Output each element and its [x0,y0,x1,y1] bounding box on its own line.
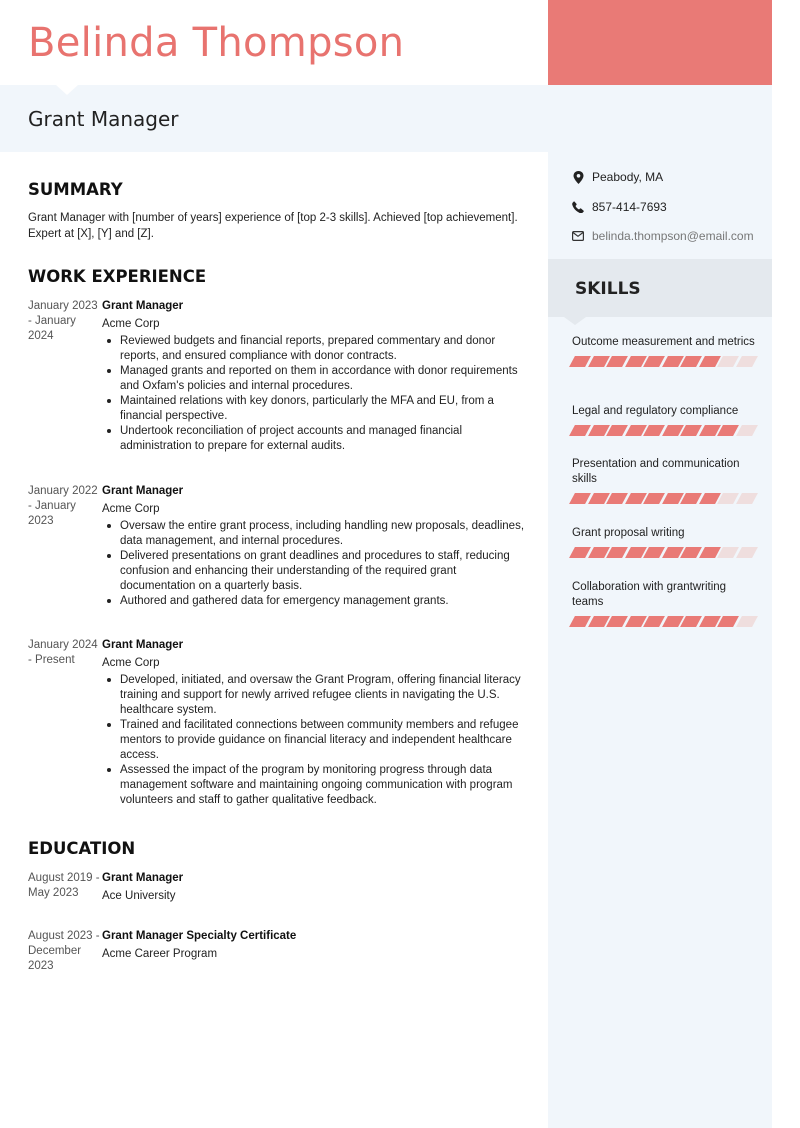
skill-rating-segment [736,425,758,436]
education-degree: Grant Manager Specialty Certificate [102,930,297,942]
experience-dates: January 2024 - Present [28,639,98,666]
education-institution: Ace University [102,890,176,902]
contact-phone [572,200,667,214]
skill-item [572,457,757,504]
skills-notch [564,317,586,325]
skill-label: Legal and regulatory compliance [572,405,739,417]
education-heading: EDUCATION [28,839,136,858]
bullet-item: Trained and facilitated connections between community members and refugee mentors to provide guidance on financial literacy and independent healthcare access. [102,718,528,763]
skill-rating-bar [572,616,757,627]
experience-role: Grant Manager [102,300,184,312]
phone-text: 857-414-7693 [592,200,667,214]
experience-org: Acme Corp [102,318,160,330]
skill-label: Outcome measurement and metrics [572,336,755,348]
education-body [102,871,528,904]
email-text[interactable]: belinda.thompson@email.com [592,229,754,243]
skill-rating-segment [736,547,758,558]
job-title: Grant Manager [28,107,179,131]
skill-label: Grant proposal writing [572,527,685,539]
location-text: Peabody, MA [592,170,664,184]
contact-email[interactable] [572,229,754,243]
skill-item [572,335,757,367]
bullet-item: Undertook reconciliation of project accounts and managed financial administration to prepare for external audits. [102,424,528,454]
education-degree: Grant Manager [102,872,184,884]
skill-rating-segment [736,356,758,367]
skill-rating-bar [572,425,757,436]
bullet-item: Authored and gathered data for emergency management grants. [102,594,528,609]
header-accent-block [548,0,772,85]
bullet-item: Managed grants and reported on them in accordance with donor requirements and Oxfam's policies and internal procedures. [102,364,528,394]
skill-rating-bar [572,493,757,504]
map-pin-icon [572,171,584,184]
experience-body [102,484,528,609]
skill-item [572,580,757,627]
education-dates: August 2023 - December 2023 [28,930,100,972]
skill-item [572,404,757,436]
sidebar [548,152,772,1128]
summary-text: Grant Manager with [number of years] experience of [top 2-3 skills]. Achieved [top achievement]. Expert at [X], [Y] and [Z]. [28,212,518,240]
candidate-name: Belinda Thompson [28,20,405,66]
bullet-item: Assessed the impact of the program by monitoring progress through data management software and maintaining ongoing communication with program volunteers and staff to gather qualitative feedback. [102,763,528,808]
bullet-item: Oversaw the entire grant process, including handling new proposals, deadlines, data management, and internal procedures. [102,519,528,549]
envelope-icon [572,230,584,243]
education-institution: Acme Career Program [102,948,218,960]
skill-item [572,526,757,558]
name-header [0,0,548,85]
skill-rating-bar [572,547,757,558]
skill-rating-bar [572,356,757,367]
work-experience-heading: WORK EXPERIENCE [28,267,207,286]
experience-body [102,299,528,454]
education-body [102,929,528,962]
experience-role: Grant Manager [102,485,184,497]
experience-body [102,638,528,808]
skill-label: Presentation and communication skills [572,458,740,485]
experience-dates: January 2022 - January 2023 [28,485,98,527]
experience-role: Grant Manager [102,639,184,651]
experience-dates: January 2023 - January 2024 [28,300,98,342]
experience-bullets [102,334,528,454]
experience-org: Acme Corp [102,657,160,669]
bullet-item: Developed, initiated, and oversaw the Grant Program, offering financial literacy training and support for newly arrived refugee clients in navigating the U.S. healthcare system. [102,673,528,718]
experience-bullets [102,673,528,808]
skill-label: Collaboration with grantwriting teams [572,581,727,608]
bullet-item: Maintained relations with key donors, particularly the MFA and EU, from a financial perspective. [102,394,528,424]
summary-heading: SUMMARY [28,180,123,199]
bullet-item: Reviewed budgets and financial reports, prepared commentary and donor reports, and ensured compliance with donor contracts. [102,334,528,364]
phone-icon [572,201,584,214]
skill-rating-segment [736,616,758,627]
experience-bullets [102,519,528,609]
skill-rating-segment [736,493,758,504]
title-notch [56,85,78,95]
contact-location [572,170,663,184]
education-dates: August 2019 - May 2023 [28,872,100,899]
title-band [0,85,772,152]
experience-org: Acme Corp [102,503,160,515]
skills-band [548,259,772,317]
skills-heading: SKILLS [575,279,641,299]
bullet-item: Delivered presentations on grant deadlines and procedures to staff, reducing confusion and enhancing their understanding of the required grant documentation on a quarterly basis. [102,549,528,594]
